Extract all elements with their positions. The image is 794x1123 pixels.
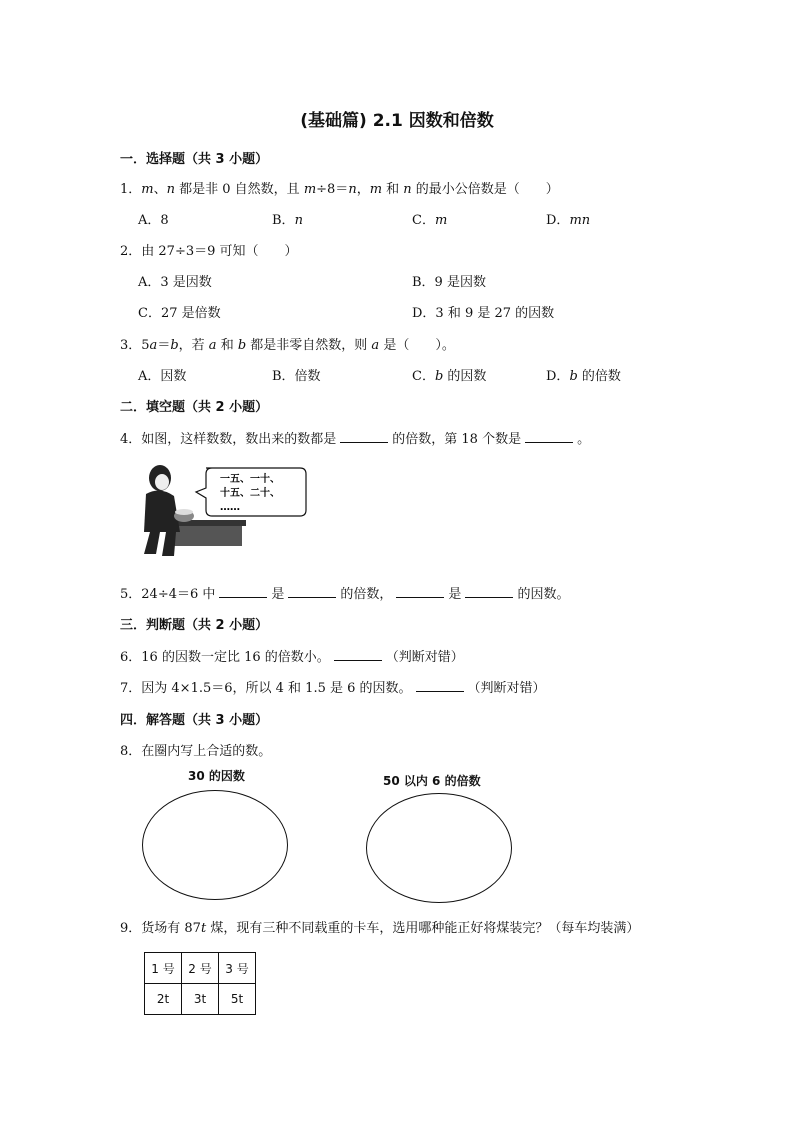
- truck-capacity-table: [144, 952, 256, 1015]
- page-title: (基础篇) 2.1 因数和倍数: [300, 111, 494, 131]
- question-4-stem: 4．如图，这样数数，数出来的数都是 的倍数，第 18 个数是 。: [120, 432, 591, 447]
- question-2-option-a[interactable]: A．3 是因数: [138, 275, 212, 290]
- question-2-option-b[interactable]: B．9 是因数: [412, 275, 486, 290]
- table-row: [145, 953, 256, 984]
- question-2-stem: 2．由 27÷3＝9 可知（ ）: [120, 244, 298, 259]
- question-3-option-c[interactable]: C．b 的因数: [412, 369, 487, 384]
- table-cell: 3t: [182, 984, 219, 1015]
- table-row: [145, 984, 256, 1015]
- answer-blank[interactable]: [340, 430, 388, 443]
- person-with-speech-bubble-image: [140, 458, 310, 562]
- table-header-cell: 3 号: [219, 953, 256, 984]
- question-6-stem: 6．16 的因数一定比 16 的倍数小。 （判断对错）: [120, 650, 464, 665]
- counting-illustration: [140, 458, 310, 562]
- section-heading-fill: 二．填空题（共 2 小题）: [120, 400, 269, 415]
- question-1-option-d[interactable]: D．mn: [546, 213, 591, 228]
- question-3-option-b[interactable]: B．倍数: [272, 369, 321, 384]
- right-circle-label: 50 以内 6 的倍数: [383, 774, 481, 788]
- answer-blank[interactable]: [396, 585, 444, 598]
- bubble-line-3: ……: [220, 502, 240, 513]
- answer-blank[interactable]: [288, 585, 336, 598]
- question-1-option-b[interactable]: B．n: [272, 213, 303, 228]
- question-7-stem: 7．因为 4×1.5＝6，所以 4 和 1.5 是 6 的因数。 （判断对错）: [120, 681, 546, 696]
- table-header-cell: 1 号: [145, 953, 182, 984]
- section-heading-solve: 四．解答题（共 3 小题）: [120, 713, 269, 728]
- question-1-option-a[interactable]: A．8: [138, 213, 169, 228]
- question-8-stem: 8．在圈内写上合适的数。: [120, 744, 272, 759]
- question-5-stem: 5．24÷4＝6 中 是 的倍数， 是 的因数。: [120, 587, 570, 602]
- question-2-option-d[interactable]: D．3 和 9 是 27 的因数: [412, 306, 555, 321]
- factors-answer-circle[interactable]: [142, 790, 288, 900]
- question-3-option-d[interactable]: D．b 的倍数: [546, 369, 621, 384]
- table-cell: 2t: [145, 984, 182, 1015]
- bubble-line-2: 十五、二十、: [220, 488, 280, 499]
- table-cell: 5t: [219, 984, 256, 1015]
- section-heading-choice: 一．选择题（共 3 小题）: [120, 152, 269, 167]
- answer-blank[interactable]: [334, 648, 382, 661]
- question-3-option-a[interactable]: A．因数: [138, 369, 187, 384]
- question-1-option-c[interactable]: C．m: [412, 213, 448, 228]
- question-2-option-c[interactable]: C．27 是倍数: [138, 306, 221, 321]
- answer-blank[interactable]: [416, 679, 464, 692]
- answer-blank[interactable]: [465, 585, 513, 598]
- answer-blank[interactable]: [219, 585, 267, 598]
- question-3-stem: 3．5a＝b，若 a 和 b 都是非零自然数，则 a 是（ ）。: [120, 338, 455, 353]
- table-header-cell: 2 号: [182, 953, 219, 984]
- bubble-line-1: 一五、一十、: [220, 474, 280, 485]
- answer-blank[interactable]: [525, 430, 573, 443]
- question-1-stem: 1．m、n 都是非 0 自然数，且 m÷8＝n，m 和 n 的最小公倍数是（ ）: [120, 182, 559, 197]
- section-heading-judge: 三．判断题（共 2 小题）: [120, 618, 269, 633]
- multiples-answer-circle[interactable]: [366, 793, 512, 903]
- left-circle-label: 30 的因数: [188, 769, 245, 783]
- question-9-stem: 9．货场有 87t 煤，现有三种不同载重的卡车，选用哪种能正好将煤装完？（每车均装满）: [120, 921, 640, 936]
